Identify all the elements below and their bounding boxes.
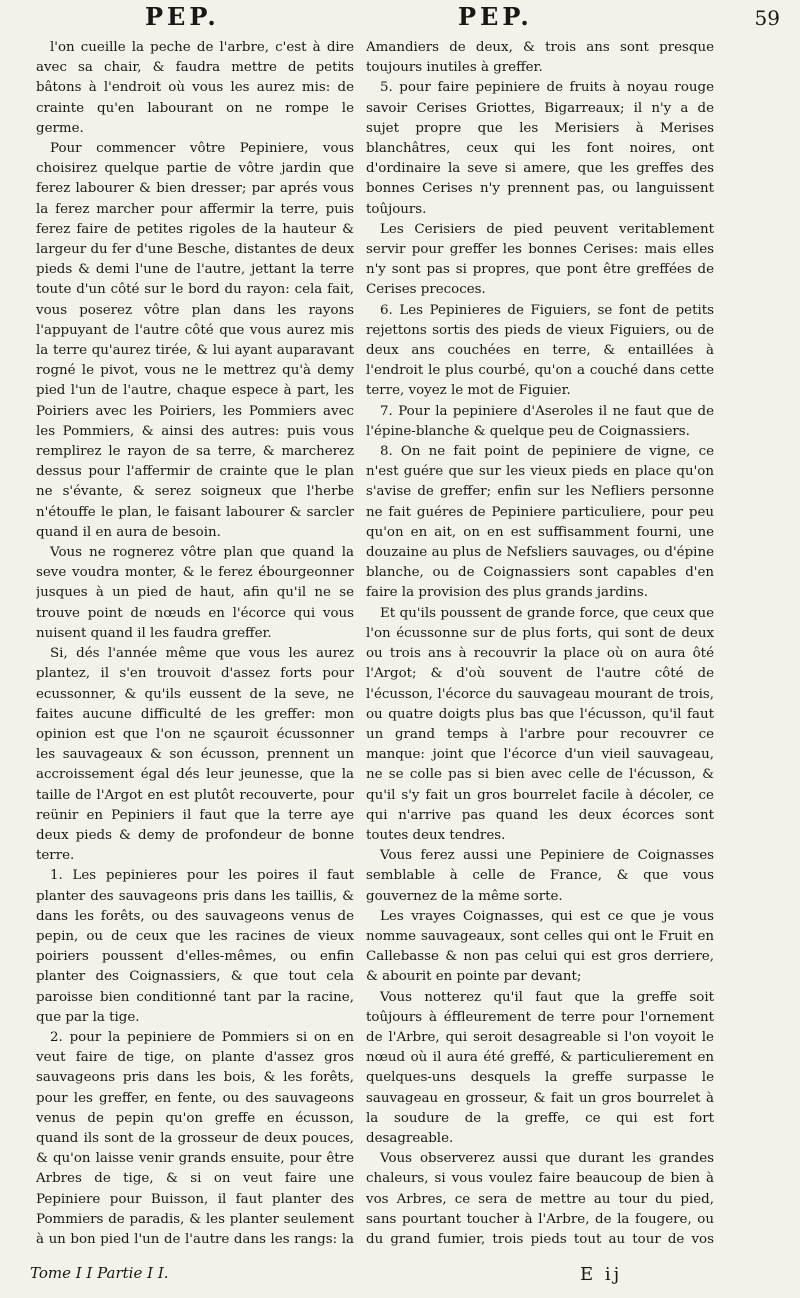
left-text-column: [36, 38, 354, 1246]
paragraph: Vous notterez qu'il faut que la greffe soit toûjours à éffleurement de terre pour l'ornement de l'Arbre, qui seroit desagreable si l'on voyoit le nœud où il aura été greffé, & particulierement en quelques-uns desquels la greffe surpasse le sauvageau en grosseur, & fait un gros bourrelet à la soudure de la greffe, ce qui est fort desagreable.: [366, 989, 714, 1146]
paragraph: Vous ferez aussi une Pepiniere de Coignasses semblable à celle de France, & que vous gouvernez de la même sorte.: [366, 848, 714, 904]
paragraph: Si, dés l'année même que vous les aurez plantez, il s'en trouvoit d'assez forts pour ecussonner, & qu'ils eussent de la seve, ne faites aucune difficulté de les greffer: mon opinion est que l'on ne sçauroit écussonner les sauvageaux & son écusson, prennent un accroissement égal dés leur jeunesse, que la taille de l'Argot en est plutôt recouverte, pour reünir en Pepiniers il faut que la terre aye deux pieds & demy de profondeur de bonne terre.: [36, 646, 354, 864]
right-text-column: [366, 38, 714, 1246]
paragraph: 1. Les pepinieres pour les poires il faut planter des sauvageons pris dans les taillis, & dans les forêts, ou des sauvageons venus de pepin, ou de ceux que les racines de vieux poiriers poussent d'elles-mêmes, ou enfin planter des Coignassiers, & que tout cela paroisse bien conditionné tant par la racine, que par la tige.: [36, 868, 354, 1025]
paragraph: 7. Pour la pepiniere d'Aseroles il ne faut que de l'épine-blanche & quelque peu de Coignassiers.: [366, 403, 714, 439]
paragraph: Amandiers de deux, & trois ans sont presque toujours inutiles à greffer.: [366, 40, 714, 76]
paragraph: Vous observerez aussi que durant les grandes chaleurs, si vous voulez faire beaucoup de bien à vos Arbres, ce sera de mettre au tour du pied, sans pourtant toucher à l'Arbre, de la fougere, ou du grand fumier, trois pieds tout au tour de vos: [366, 1151, 714, 1246]
paragraph: 5. pour faire pepiniere de fruits à noyau rouge savoir Cerises Griottes, Bigarreaux; il n'y a de sujet propre que les Merisiers à Merises blanchâtres, ceux qui les font noires, ont d'ordinaire la seve si amere, que les greffes des bonnes Cerises n'y prennent pas, ou languissent toûjours.: [366, 80, 714, 217]
page-footer: [0, 1258, 800, 1298]
running-head-left: PEP.: [145, 2, 220, 31]
paragraph: 2. pour la pepiniere de Pommiers si on en veut faire de tige, on plante d'assez gros sauvageons pris dans les bois, & les forêts, pour les greffer, en fente, ou des sauvageons venus de pepin qu'on greffe en écusson, quand ils sont de la grosseur de deux pouces, & qu'on laisse venir grands ensuite, pour être Arbres de tige, & si on veut faire une Pepiniere pour Buisson, il faut planter des Pommiers de paradis, & les planter seulement à un bon pied l'un de l'autre dans les rangs: la: [36, 1029, 354, 1246]
paragraph: Les Cerisiers de pied peuvent veritablement servir pour greffer les bonnes Cerises: mais elles n'y sont pas si propres, que pont être greffées de Cerises precoces.: [366, 221, 714, 298]
paragraph: Et qu'ils poussent de grande force, que ceux que l'on écussonne sur de plus forts, qui sont de deux ou trois ans à recouvrir la place où on aura ôté l'Argot; & d'où souvent de l'autre côté de l'écusson, l'écorce du sauvageau mourant de trois, ou quatre doigts plus bas que l'écusson, qu'il faut un grand temps à l'arbre pour recouvrer ce manque: joint que l'écorce d'un vieil sauvageau, ne se colle pas si bien avec celle de l'écusson, & qu'il s'y fait un gros bourrelet facile à décoler, ce qui n'arrive pas quand les deux écorces sont toutes deux tendres.: [366, 605, 714, 843]
paragraph: Les vrayes Coignasses, qui est ce que je vous nomme sauvageaux, sont celles qui ont le Fruit en Callebasse & non pas celui qui est gros derriere, & abourit en pointe par devant;: [366, 908, 714, 985]
paragraph: Pour commencer vôtre Pepiniere, vous choisirez quelque partie de vôtre jardin que ferez labourer & bien dresser; par aprés vous la ferez marcher pour affermir la terre, puis ferez faire de petites rigoles de la hauteur & largeur du fer d'une Besche, distantes de deux pieds & demi l'une de l'autre, jettant la terre toute d'un côté sur le bord du rayon: cela fait, vous poserez vôtre plan dans les rayons l'appuyant de l'autre côté que vous aurez mis la terre qu'aurez tirée, & lui ayant auparavant rogné le pivot, vous ne le mettrez qu'à demy pied l'un de l'autre, chaque espece à part, les Poiriers avec les Poiriers, les Pommiers avec les Pommiers, & ainsi des autres: puis vous remplirez le rayon de sa terre, & marcherez dessus pour l'affermir de crainte que le plan ne s'évante, & serez soigneux que l'herbe n'étouffe le plan, le faisant labourer & sarcler quand il en aura de besoin.: [36, 141, 354, 540]
page-number: 59: [754, 6, 780, 30]
paragraph: Vous ne rognerez vôtre plan que quand la seve voudra monter, & le ferez ébourgeonner jusques à un pied de haut, afin qu'il ne se trouve point de nœuds en l'écorce qui vous nuisent quand il les faudra greffer.: [36, 545, 354, 641]
gathering-mark: E ij: [580, 1264, 623, 1285]
paragraph: 8. On ne fait point de pepiniere de vigne, ce n'est guére que sur les vieux pieds en place qu'on s'avise de greffer; enfin sur les Nefliers personne ne fait guéres de Pepiniere particuliere, pour peu qu'on en ait, on en est suffisamment fourni, une douzaine au plus de Nefsliers sauvages, ou d'épine blanche, ou de Coignassiers sont capables d'en faire la provision des plus grands jardins.: [366, 444, 714, 601]
volume-signature: Tome I I Partie I I.: [30, 1264, 169, 1282]
running-head-right: PEP.: [458, 2, 533, 31]
paragraph: 6. Les Pepinieres de Figuiers, se font de petits rejettons sortis des pieds de vieux Figuiers, ou de deux ans couchées en terre, & entaillées à l'endroit le plus courbé, qu'on a couché dans cette terre, voyez le mot de Figuier.: [366, 302, 714, 399]
paragraph: l'on cueille la peche de l'arbre, c'est à dire avec sa chair, & faudra mettre de petits bâtons à l'endroit où vous les aurez mis: de crainte qu'en labourant on ne rompe le germe.: [36, 40, 354, 136]
